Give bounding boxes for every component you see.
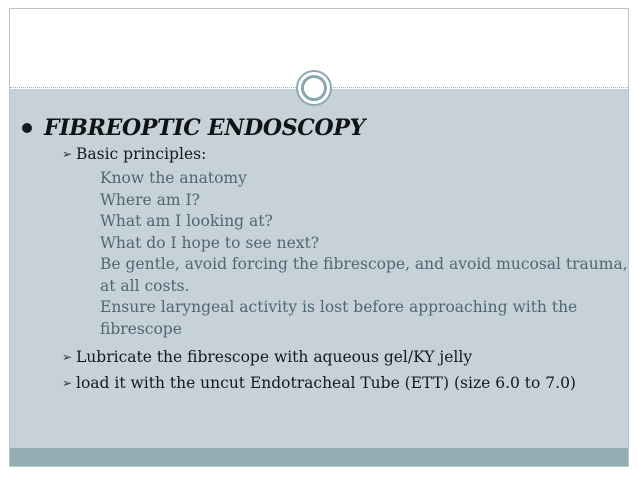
detail-line: What am I looking at? (100, 212, 273, 230)
subpoint-text: load it with the uncut Endotracheal Tube (ETT) (size 6.0 to 7.0) (76, 374, 576, 392)
subpoint-text: Lubricate the fibrescope with aqueous gel/KY jelly (76, 348, 473, 366)
principles-detail-list (100, 168, 628, 340)
detail-line: Be gentle, avoid forcing the fibrescope, and avoid mucosal trauma, (100, 255, 628, 273)
bullet-dot-icon (22, 123, 32, 133)
arrow-bullet-icon: ➢ (62, 376, 73, 390)
subpoint-basic-principles (62, 144, 622, 165)
subpoint-lubricate (62, 345, 622, 369)
subpoint-text: Basic principles: (76, 145, 207, 163)
slide-content (22, 113, 628, 395)
subpoint-load-ett (62, 371, 622, 395)
circle-emblem-icon (296, 70, 332, 106)
circle-emblem-inner (301, 75, 327, 101)
arrow-bullet-icon: ➢ (62, 147, 73, 161)
detail-line: fibrescope (100, 319, 182, 338)
slide-frame (9, 8, 629, 467)
heading-row (22, 113, 622, 143)
detail-line: Ensure laryngeal activity is lost before approaching with the (100, 298, 578, 316)
arrow-bullet-icon: ➢ (62, 350, 73, 364)
detail-line: at all costs. (100, 276, 190, 295)
footer-band (10, 448, 628, 466)
detail-line: What do I hope to see next? (100, 233, 320, 252)
detail-line: Where am I? (100, 190, 200, 209)
detail-line: Know the anatomy (100, 169, 247, 187)
slide-heading: FIBREOPTIC ENDOSCOPY (44, 115, 366, 141)
